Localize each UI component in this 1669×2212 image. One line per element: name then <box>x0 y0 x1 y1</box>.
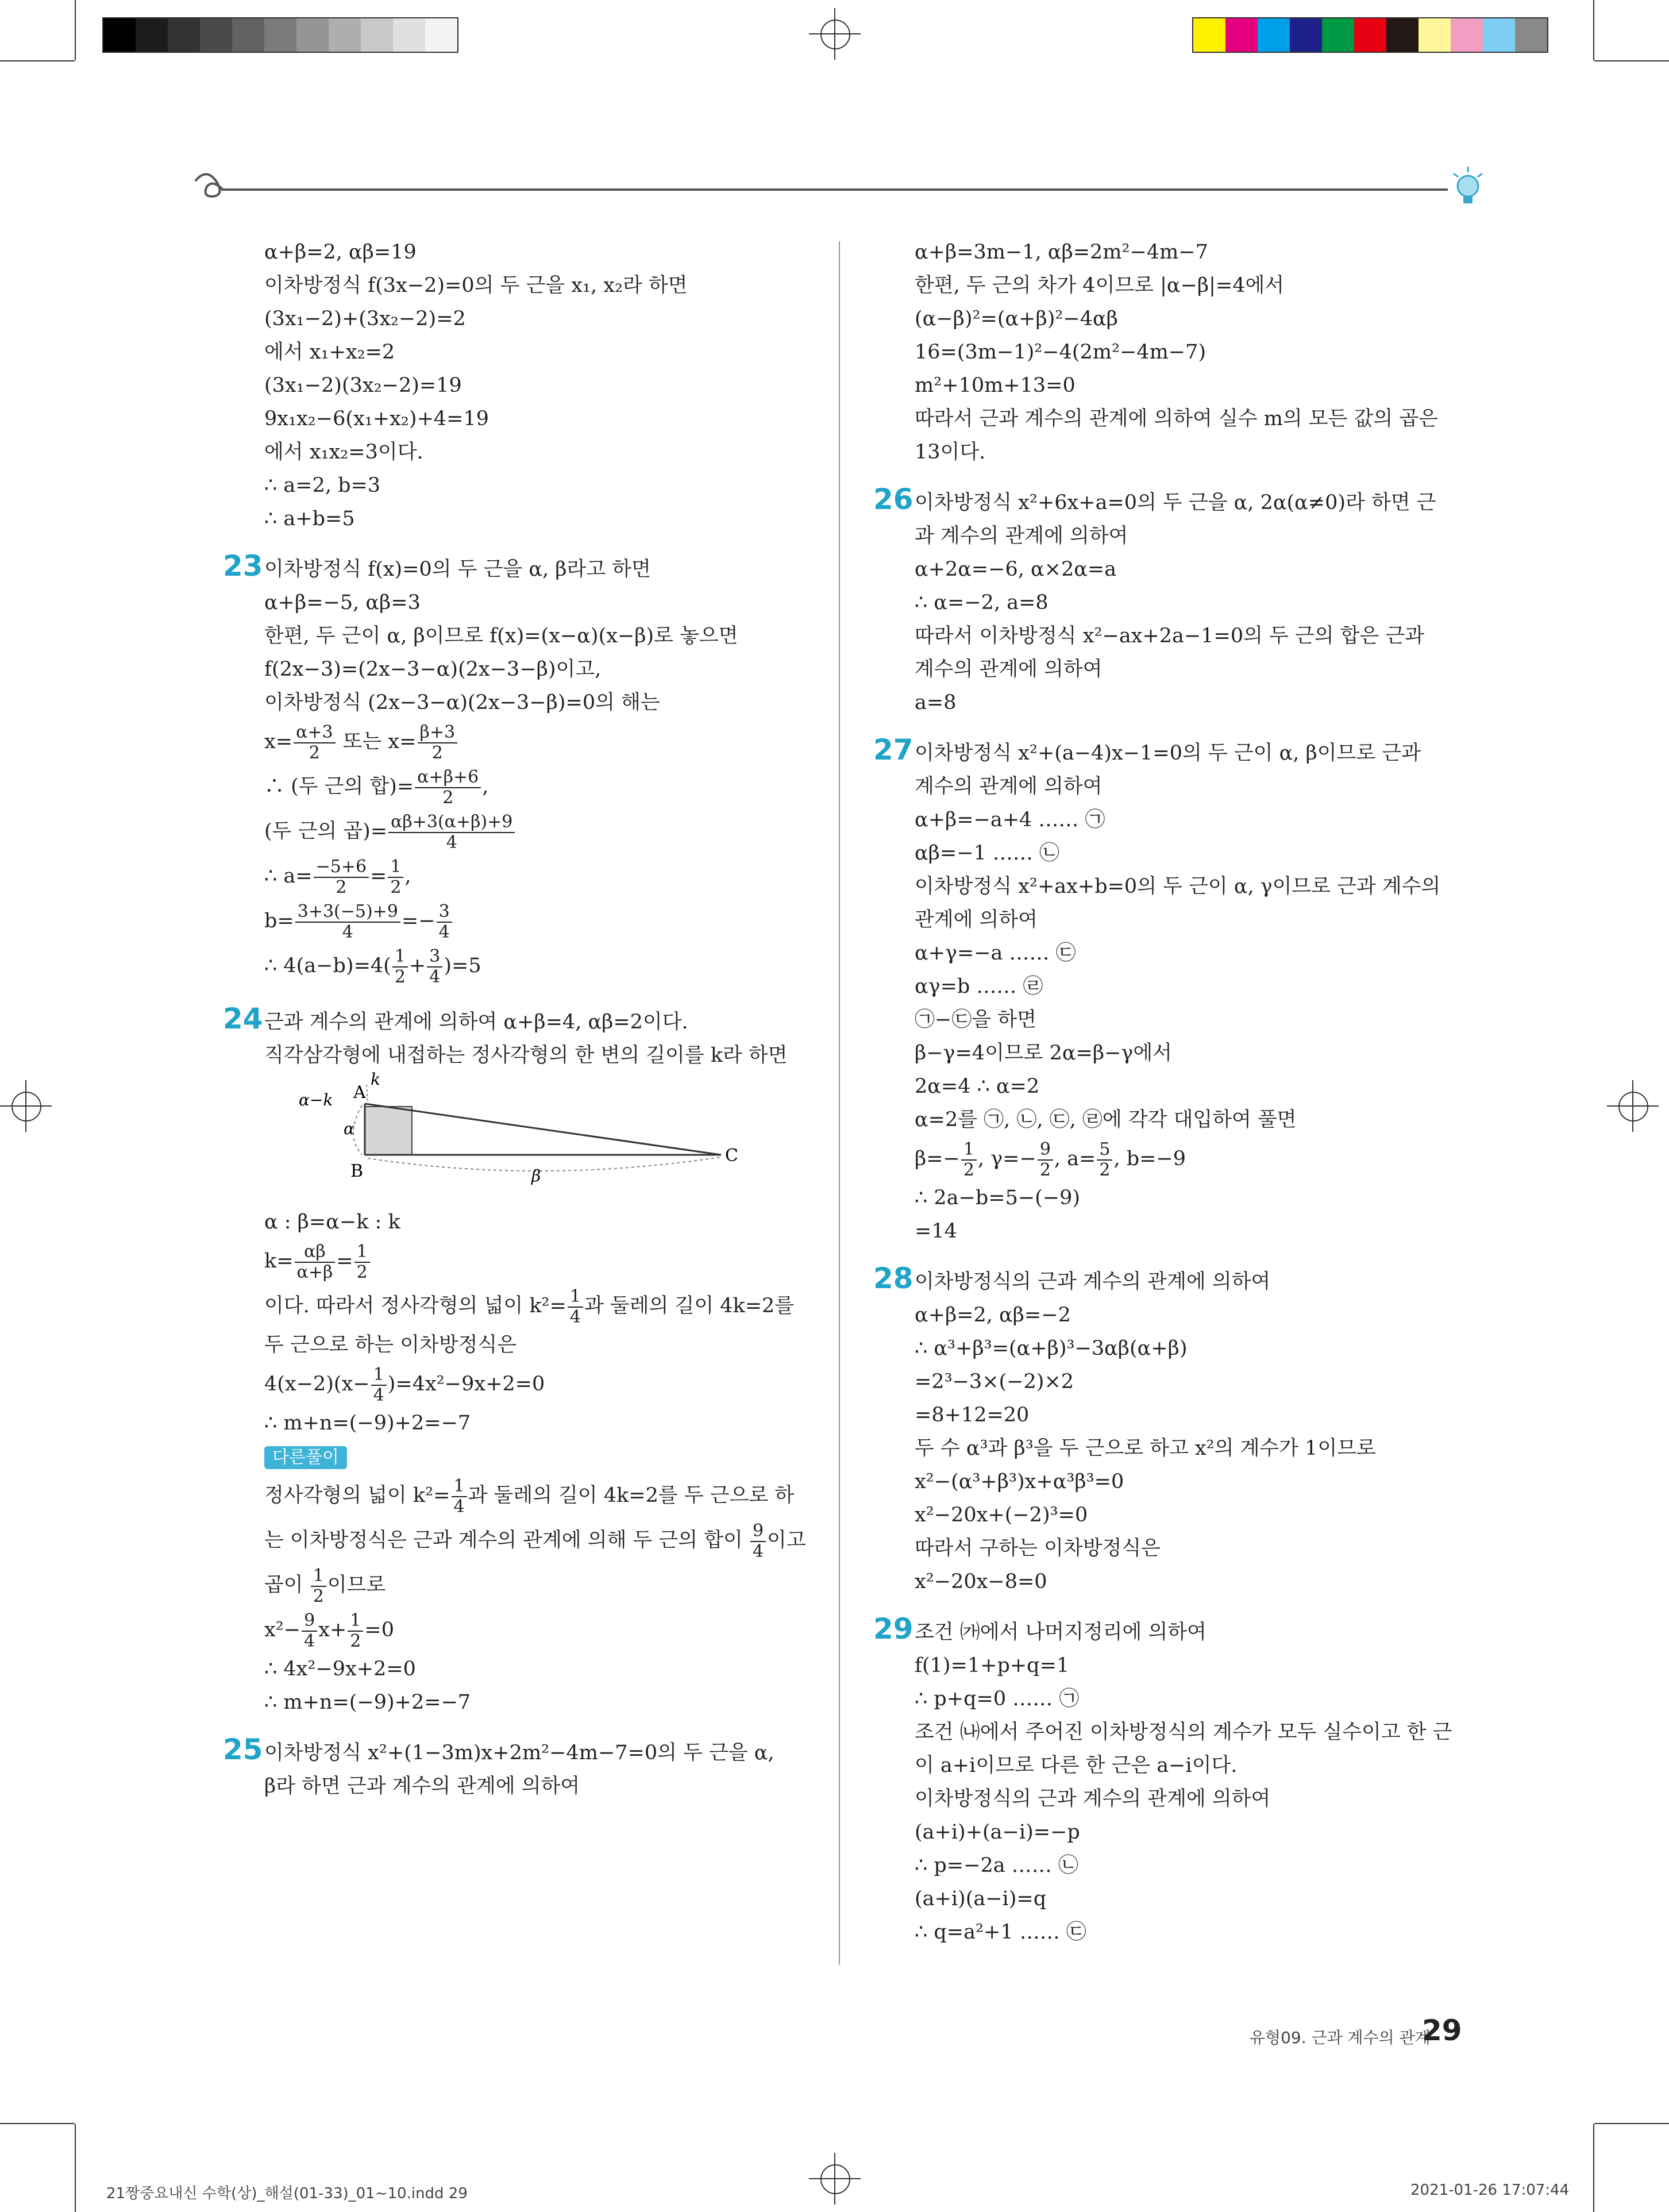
text-line <box>915 1649 1460 1682</box>
registration-mark-left <box>0 1080 52 1132</box>
fraction: $\frac{9}{2}$ <box>1038 1140 1053 1180</box>
fraction: $\frac{3+3(-5)+9}{4}$ <box>295 902 400 942</box>
text-line <box>915 903 1460 937</box>
text-run: 계수의 관계에 의하여 <box>915 658 1103 681</box>
color-swatch <box>1483 18 1515 52</box>
text-line <box>915 653 1460 686</box>
text-run: 이차방정식 f(x)=0의 두 근을 α, β라고 하면 <box>264 558 651 581</box>
text-run: 따라서 근과 계수의 관계에 의하여 실수 m의 모든 값의 곱은 <box>915 407 1438 430</box>
fraction: $\frac{\beta+3}{2}$ <box>418 723 458 763</box>
text-line <box>915 1181 1460 1215</box>
fraction: $\frac{1}{4}$ <box>452 1477 467 1517</box>
crop-mark <box>1593 2124 1594 2212</box>
text-run: x= <box>264 730 293 753</box>
section-gap <box>264 535 816 553</box>
fraction: $\frac{-5+6}{2}$ <box>314 857 369 897</box>
text-line <box>264 686 816 719</box>
text-run: ∴ 2a−b=5−(−9) <box>915 1186 1081 1209</box>
color-swatch <box>1354 18 1386 52</box>
color-swatch <box>1322 18 1354 52</box>
text-run: ∴ p+q=0 …… ㉠ <box>915 1687 1080 1710</box>
text-run: 조건 ㈏에서 주어진 이차방정식의 계수가 모두 실수이고 한 근 <box>915 1721 1452 1744</box>
text-run: 계수의 관계에 의하여 <box>915 775 1103 798</box>
text-run: (a+i)(a−i)=q <box>915 1887 1047 1910</box>
text-line <box>915 1332 1460 1365</box>
text-run: 과 둘레의 길이 4k=2를 두 근으로 하 <box>468 1484 795 1507</box>
svg-text:C: C <box>725 1146 738 1166</box>
text-run: 이차방정식의 근과 계수의 관계에 의하여 <box>915 1787 1271 1810</box>
text-run: 이차방정식 (2x−3−α)(2x−3−β)=0의 해는 <box>264 691 660 714</box>
text-run: 곱이 <box>264 1574 310 1597</box>
text-line <box>264 1362 816 1406</box>
text-run: α+β=2, αβ=−2 <box>915 1304 1071 1327</box>
color-swatch <box>425 18 457 52</box>
text-run: ∴ m+n=(−9)+2=−7 <box>264 1691 471 1714</box>
text-line <box>915 1849 1460 1882</box>
svg-text:β: β <box>531 1166 541 1185</box>
color-swatch <box>329 18 361 52</box>
text-line <box>264 809 816 854</box>
registration-mark-right <box>1607 1080 1659 1132</box>
text-line <box>915 970 1460 1003</box>
text-line <box>915 1532 1460 1565</box>
problem-number: 29 <box>873 1612 913 1645</box>
text-line <box>264 502 816 535</box>
text-run: + <box>408 954 426 977</box>
text-run: x²−20x−8=0 <box>915 1570 1047 1593</box>
fraction: $\frac{1}{2}$ <box>311 1566 326 1606</box>
text-line <box>915 686 1460 719</box>
text-line <box>223 549 816 586</box>
right-column <box>873 236 1460 1949</box>
text-run: 두 수 α³과 β³을 두 근으로 하고 x²의 계수가 1이므로 <box>915 1437 1376 1460</box>
text-line <box>915 770 1460 803</box>
section-gap <box>264 1719 816 1736</box>
crop-mark <box>1594 60 1669 61</box>
text-line <box>915 1498 1460 1532</box>
fraction: $\frac{1}{2}$ <box>388 857 403 897</box>
text-run: 16=(3m−1)²−4(2m²−4m−7) <box>915 341 1207 364</box>
color-swatch <box>1451 18 1483 52</box>
svg-text:α−k: α−k <box>299 1090 333 1109</box>
text-line <box>264 402 816 436</box>
text-line <box>915 1465 1460 1498</box>
fraction: $\frac{1}{2}$ <box>392 947 408 987</box>
text-run: 에서 x₁x₂=3이다. <box>264 441 423 464</box>
color-swatch <box>1515 18 1547 52</box>
text-run: ∴ m+n=(−9)+2=−7 <box>264 1412 471 1435</box>
text-run: 이다. 따라서 정사각형의 넓이 k²= <box>264 1294 566 1317</box>
text-line <box>915 1298 1460 1332</box>
text-run: ∴ q=a²+1 …… ㉢ <box>915 1921 1086 1944</box>
text-run: β라 하면 근과 계수의 관계에 의하여 <box>264 1775 580 1798</box>
left-column <box>223 236 816 1803</box>
text-run: α+2α=−6, α×2α=a <box>915 558 1117 581</box>
crop-mark <box>75 2124 76 2212</box>
text-line <box>264 764 816 809</box>
text-line <box>264 1328 816 1362</box>
section-gap <box>915 469 1460 486</box>
text-run: 이차방정식 x²+6x+a=0의 두 근을 α, 2α(α≠0)라 하면 근 <box>915 491 1436 514</box>
text-run: = <box>336 1250 353 1273</box>
text-run: =14 <box>915 1220 957 1243</box>
problem-number: 24 <box>223 1002 263 1035</box>
color-swatch <box>1193 18 1225 52</box>
fraction: $\frac{5}{2}$ <box>1097 1140 1112 1180</box>
section-gap <box>264 988 816 1005</box>
text-line <box>915 870 1460 903</box>
text-line <box>915 1682 1460 1716</box>
timestamp: 2021-01-26 17:07:44 <box>1410 2182 1570 2199</box>
text-run: α+β=−a+4 …… ㉠ <box>915 808 1105 831</box>
text-run: 정사각형의 넓이 k²= <box>264 1484 450 1507</box>
color-swatch <box>168 18 200 52</box>
registration-mark-top <box>809 8 861 60</box>
text-line <box>915 937 1460 970</box>
text-line <box>264 436 816 469</box>
text-run: (α−β)²=(α+β)²−4αβ <box>915 307 1118 330</box>
text-line <box>915 1716 1460 1749</box>
text-line <box>915 1215 1460 1248</box>
text-line <box>264 619 816 653</box>
text-run: α+β=2, αβ=19 <box>264 241 417 264</box>
text-line <box>915 1565 1460 1598</box>
text-run: x²−20x+(−2)³=0 <box>915 1504 1088 1527</box>
text-line <box>264 1473 816 1518</box>
crop-mark <box>75 0 76 60</box>
color-swatch <box>103 18 136 52</box>
text-line <box>873 1262 1460 1298</box>
color-swatch <box>393 18 425 52</box>
text-run: 이므로 <box>327 1574 386 1597</box>
text-run: ∴ α=−2, a=8 <box>915 591 1049 614</box>
text-run: , a= <box>1054 1147 1096 1170</box>
text-line <box>915 1432 1460 1465</box>
color-swatch <box>1290 18 1322 52</box>
text-run: 이차방정식 x²+(1−3m)x+2m²−4m−7=0의 두 근을 α, <box>264 1741 774 1764</box>
color-swatch <box>200 18 232 52</box>
text-run: 9x₁x₂−6(x₁+x₂)+4=19 <box>264 407 489 430</box>
fraction: $\frac{9}{4}$ <box>750 1521 766 1562</box>
text-run: α+β=3m−1, αβ=2m²−4m−7 <box>915 241 1208 264</box>
section-gap <box>915 719 1460 737</box>
text-run: 이차방정식 x²+ax+b=0의 두 근이 α, γ이므로 근과 계수의 <box>915 875 1441 898</box>
text-run: 이 a+i이므로 다른 한 근은 a−i이다. <box>915 1754 1238 1777</box>
text-run: x+ <box>318 1618 347 1641</box>
problem-number: 28 <box>873 1262 913 1295</box>
text-run: )=5 <box>444 954 481 977</box>
text-line <box>264 943 816 988</box>
text-run: f(1)=1+p+q=1 <box>915 1654 1070 1677</box>
text-run: 과 둘레의 길이 4k=2를 <box>584 1294 795 1317</box>
section-gap <box>915 1248 1460 1265</box>
alternative-solution-badge: 다른풀이 <box>264 1446 347 1469</box>
text-run: ∴ p=−2a …… ㉡ <box>915 1854 1078 1877</box>
color-swatch <box>264 18 296 52</box>
text-run: ∴ a+b=5 <box>264 507 355 530</box>
text-run: (3x₁−2)+(3x₂−2)=2 <box>264 307 466 330</box>
text-line <box>264 336 816 369</box>
text-line <box>264 1652 816 1686</box>
text-line <box>915 1882 1460 1916</box>
text-run: (a+i)+(a−i)=−p <box>915 1821 1080 1844</box>
text-run: 직각삼각형에 내접하는 정사각형의 한 변의 길이를 k라 하면 <box>264 1044 788 1067</box>
fraction: $\frac{\alpha+\beta+6}{2}$ <box>415 768 481 808</box>
fraction: $\frac{9}{4}$ <box>302 1611 317 1651</box>
text-line <box>264 269 816 302</box>
lightbulb-icon <box>1454 167 1482 203</box>
svg-text:B: B <box>350 1161 364 1181</box>
color-swatch <box>1419 18 1451 52</box>
text-run: 또는 x= <box>336 730 417 753</box>
text-run: , b=−9 <box>1113 1147 1186 1170</box>
text-run: f(2x−3)=(2x−3−α)(2x−3−β)이고, <box>264 658 602 681</box>
text-line <box>264 653 816 686</box>
text-run: ∴ α³+β³=(α+β)³−3αβ(α+β) <box>915 1337 1188 1360</box>
text-line <box>264 854 816 899</box>
text-run: 따라서 구하는 이차방정식은 <box>915 1537 1161 1560</box>
svg-text:α: α <box>344 1119 354 1138</box>
color-swatch <box>1258 18 1290 52</box>
text-line <box>264 302 816 336</box>
color-swatch-bar <box>1192 17 1548 53</box>
text-run: α+γ=−a …… ㉢ <box>915 942 1076 965</box>
fraction: $\frac{3}{4}$ <box>427 947 442 987</box>
crop-mark <box>0 2123 75 2124</box>
text-run: 근과 계수의 관계에 의하여 α+β=4, αβ=2이다. <box>264 1011 688 1034</box>
text-line <box>264 1039 816 1072</box>
text-line <box>915 1036 1460 1070</box>
text-line <box>915 236 1460 269</box>
fraction: $\frac{3}{4}$ <box>437 902 452 942</box>
section-title: 유형09. 근과 계수의 관계 <box>1250 2028 1431 2047</box>
text-line <box>915 837 1460 870</box>
text-run: ∴ 4(a−b)=4( <box>264 954 391 977</box>
text-run: ∴ a= <box>264 865 313 888</box>
text-line <box>915 1070 1460 1103</box>
text-run: αγ=b …… ㉣ <box>915 975 1043 998</box>
text-run: α : β=α−k : k <box>264 1211 400 1234</box>
text-run: 한편, 두 근의 차가 4이므로 |α−β|=4에서 <box>915 274 1285 297</box>
text-run: =2³−3×(−2)×2 <box>915 1370 1074 1393</box>
section-gap <box>915 1598 1460 1616</box>
text-line <box>915 553 1460 586</box>
text-run: x²− <box>264 1618 301 1641</box>
color-swatch <box>1386 18 1419 52</box>
text-line <box>915 1003 1460 1036</box>
text-run: b= <box>264 910 294 932</box>
problem-number: 23 <box>223 549 263 583</box>
text-line <box>915 1398 1460 1432</box>
text-line <box>915 1782 1460 1816</box>
text-line <box>915 619 1460 653</box>
text-run: ∴ (두 근의 합)= <box>264 775 414 798</box>
color-swatch <box>136 18 168 52</box>
color-swatch <box>296 18 329 52</box>
fraction: $\frac{1}{2}$ <box>354 1242 370 1282</box>
problem-number: 27 <box>873 733 913 766</box>
text-line <box>915 1916 1460 1949</box>
color-swatch <box>232 18 264 52</box>
text-run: , <box>482 775 489 798</box>
text-line <box>873 483 1460 519</box>
text-line <box>223 1002 816 1039</box>
text-run: a=8 <box>915 691 957 714</box>
text-run: 따라서 이차방정식 x²−ax+2a−1=0의 두 근의 합은 근과 <box>915 625 1425 648</box>
text-line <box>873 1612 1460 1649</box>
text-line <box>873 733 1460 770</box>
fraction: $\frac{1}{4}$ <box>568 1287 583 1327</box>
text-line <box>915 269 1460 302</box>
text-line <box>915 436 1460 469</box>
text-run: β=− <box>915 1147 960 1170</box>
triangle-figure <box>264 1072 816 1205</box>
text-line <box>915 1749 1460 1782</box>
text-run: 관계에 의하여 <box>915 908 1038 931</box>
fraction: $\frac{1}{4}$ <box>371 1365 387 1405</box>
text-run: x²−(α³+β³)x+α³β³=0 <box>915 1470 1124 1493</box>
text-line <box>264 1406 816 1440</box>
text-run: 이차방정식의 근과 계수의 관계에 의하여 <box>915 1270 1271 1293</box>
text-run: 두 근으로 하는 이차방정식은 <box>264 1334 517 1357</box>
text-run: , γ=− <box>977 1147 1036 1170</box>
color-swatch <box>361 18 393 52</box>
text-run: (3x₁−2)(3x₂−2)=19 <box>264 374 462 397</box>
text-run: k= <box>264 1250 294 1273</box>
problem-number: 25 <box>223 1733 263 1766</box>
text-run: )=4x²−9x+2=0 <box>387 1373 545 1396</box>
svg-text:A: A <box>353 1082 366 1103</box>
text-run: =0 <box>364 1618 394 1641</box>
text-run: 한편, 두 근이 α, β이므로 f(x)=(x−α)(x−β)로 놓으면 <box>264 625 738 648</box>
text-run: ∴ 4x²−9x+2=0 <box>264 1658 416 1681</box>
file-name: 21짱중요내신 수학(상)_해설(01-33)_01~10.indd 29 <box>106 2185 468 2202</box>
svg-text:k: k <box>371 1072 380 1089</box>
text-line <box>223 1733 816 1770</box>
text-line <box>264 1563 816 1608</box>
text-line <box>264 586 816 619</box>
text-line <box>915 1103 1460 1136</box>
registration-mark-bottom <box>809 2153 861 2205</box>
fraction: $\frac{\alpha+3}{2}$ <box>294 723 335 763</box>
text-line <box>264 236 816 269</box>
text-line <box>264 899 816 943</box>
text-line <box>264 369 816 402</box>
text-run: m²+10m+13=0 <box>915 374 1076 397</box>
header-rule <box>190 155 1494 207</box>
text-line <box>915 1816 1460 1849</box>
text-run: 에서 x₁+x₂=2 <box>264 341 395 364</box>
page-number: 29 <box>1422 2014 1462 2047</box>
color-swatch <box>1225 18 1258 52</box>
text-line <box>915 302 1460 336</box>
text-line <box>915 369 1460 402</box>
text-line <box>264 469 816 502</box>
fraction: $\frac{1}{2}$ <box>348 1611 363 1651</box>
text-line <box>915 803 1460 837</box>
text-run: β−γ=4이므로 2α=β−γ에서 <box>915 1042 1172 1065</box>
text-line <box>264 1239 816 1284</box>
text-line <box>915 586 1460 619</box>
text-line <box>264 719 816 764</box>
text-line <box>264 1518 816 1563</box>
text-run: 이차방정식 f(3x−2)=0의 두 근을 x₁, x₂라 하면 <box>264 274 688 297</box>
gray-swatch-bar <box>102 17 458 53</box>
text-run: , <box>404 865 411 888</box>
text-run: 13이다. <box>915 441 986 464</box>
text-run: 과 계수의 관계에 의하여 <box>915 525 1128 548</box>
text-line <box>915 519 1460 553</box>
text-run: = <box>370 865 387 888</box>
fraction: $\frac{\alpha\beta+3(\alpha+\beta)+9}{4}$ <box>388 812 515 853</box>
text-run: α=2를 ㉠, ㉡, ㉢, ㉣에 각각 대입하여 풀면 <box>915 1108 1297 1131</box>
text-run: 조건 ㈎에서 나머지정리에 의하여 <box>915 1621 1207 1644</box>
text-line <box>915 1136 1460 1181</box>
text-run: ㉠−㉢을 하면 <box>915 1008 1036 1031</box>
text-run: 4(x−2)(x− <box>264 1373 370 1396</box>
text-run: =8+12=20 <box>915 1404 1030 1427</box>
text-line <box>264 1205 816 1239</box>
crop-mark <box>1594 2123 1669 2124</box>
text-run: αβ=−1 …… ㉡ <box>915 842 1060 865</box>
column-divider <box>839 241 840 1965</box>
text-run: =− <box>401 910 435 932</box>
crop-mark <box>0 60 75 61</box>
text-line <box>264 1686 816 1719</box>
text-line <box>915 336 1460 369</box>
ribbon-icon <box>195 174 223 196</box>
text-run: (두 근의 곱)= <box>264 820 388 843</box>
text-run: 이차방정식 x²+(a−4)x−1=0의 두 근이 α, β이므로 근과 <box>915 742 1421 765</box>
problem-number: 26 <box>873 483 913 516</box>
text-run: ∴ a=2, b=3 <box>264 474 381 497</box>
text-run: 는 이차방정식은 근과 계수의 관계에 의해 두 근의 합이 <box>264 1529 749 1552</box>
fraction: $\frac{1}{2}$ <box>961 1140 977 1180</box>
crop-mark <box>1593 0 1594 60</box>
text-run: 이고 <box>767 1529 806 1552</box>
text-run: α+β=−5, αβ=3 <box>264 591 421 614</box>
fraction: $\frac{\alpha\beta}{\alpha+\beta}$ <box>295 1242 336 1282</box>
text-line <box>264 1284 816 1328</box>
text-line <box>915 1365 1460 1398</box>
text-line <box>264 1770 816 1803</box>
text-line <box>264 1440 816 1473</box>
text-line <box>264 1608 816 1652</box>
text-line <box>915 402 1460 436</box>
text-run: 2α=4 ∴ α=2 <box>915 1075 1040 1098</box>
